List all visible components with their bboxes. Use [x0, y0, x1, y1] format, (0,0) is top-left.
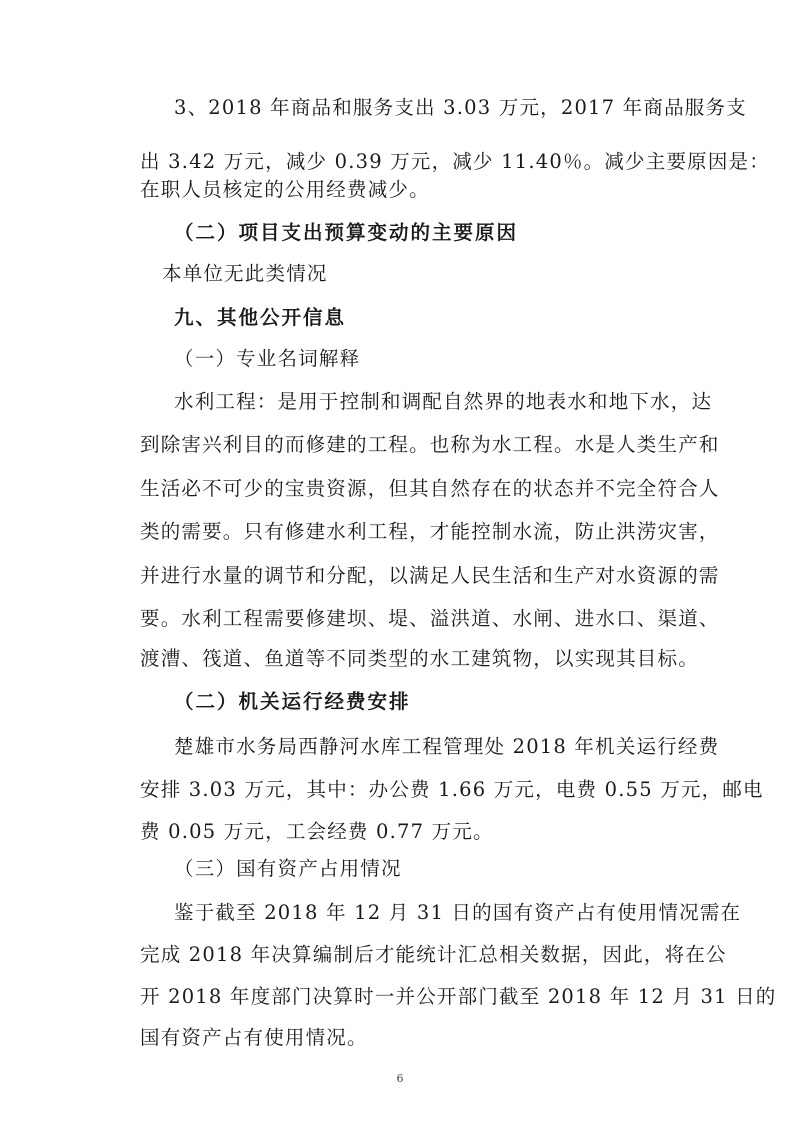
paragraph-line: 完成 2018 年决算编制后才能统计汇总相关数据，因此，将在公: [140, 943, 727, 966]
paragraph-line: 开 2018 年度部门决算时一并公开部门截至 2018 年 12 月 31 日的: [140, 985, 777, 1008]
paragraph-line: 并进行水量的调节和分配，以满足人民生活和生产对水资源的需: [140, 564, 720, 587]
paragraph-line: 楚雄市水务局西静河水库工程管理处 2018 年机关运行经费: [174, 735, 720, 758]
section-heading: （二）机关运行经费安排: [174, 690, 411, 713]
paragraph-line: 在职人员核定的公用经费减少。: [140, 178, 430, 201]
paragraph-line: 要。水利工程需要修建坝、堤、溢洪道、水闸、进水口、渠道、: [140, 607, 720, 630]
paragraph-line: 费 0.05 万元，工会经费 0.77 万元。: [140, 820, 494, 843]
paragraph-line: 安排 3.03 万元，其中：办公费 1.66 万元，电费 0.55 万元，邮电: [140, 778, 764, 801]
paragraph-line: 国有资产占有使用情况。: [140, 1026, 368, 1049]
paragraph-line: 生活必不可少的宝贵资源，但其自然存在的状态并不完全符合人: [140, 477, 720, 500]
section-heading: （二）项目支出预算变动的主要原因: [174, 221, 519, 244]
paragraph-line: 类的需要。只有修建水利工程，才能控制水流，防止洪涝灾害，: [140, 520, 720, 543]
page-number: 6: [396, 1072, 404, 1085]
paragraph-line: 渡漕、筏道、鱼道等不同类型的水工建筑物，以实现其目标。: [140, 647, 699, 670]
subsection-heading: （一）专业名词解释: [174, 347, 361, 370]
subsection-heading: （三）国有资产占用情况: [174, 857, 402, 880]
paragraph-line: 鉴于截至 2018 年 12 月 31 日的国有资产占有使用情况需在: [174, 901, 742, 924]
paragraph-line: 出 3.42 万元，减少 0.39 万元，减少 11.40％。减少主要原因是：: [140, 150, 770, 173]
section-heading: 九、其他公开信息: [174, 306, 347, 329]
paragraph-line: 水利工程：是用于控制和调配自然界的地表水和地下水，达: [174, 390, 713, 413]
paragraph-line: 到除害兴利目的而修建的工程。也称为水工程。水是人类生产和: [140, 433, 720, 456]
body-text: 本单位无此类情况: [162, 262, 328, 285]
paragraph-line: 3、2018 年商品和服务支出 3.03 万元，2017 年商品服务支: [174, 96, 747, 119]
